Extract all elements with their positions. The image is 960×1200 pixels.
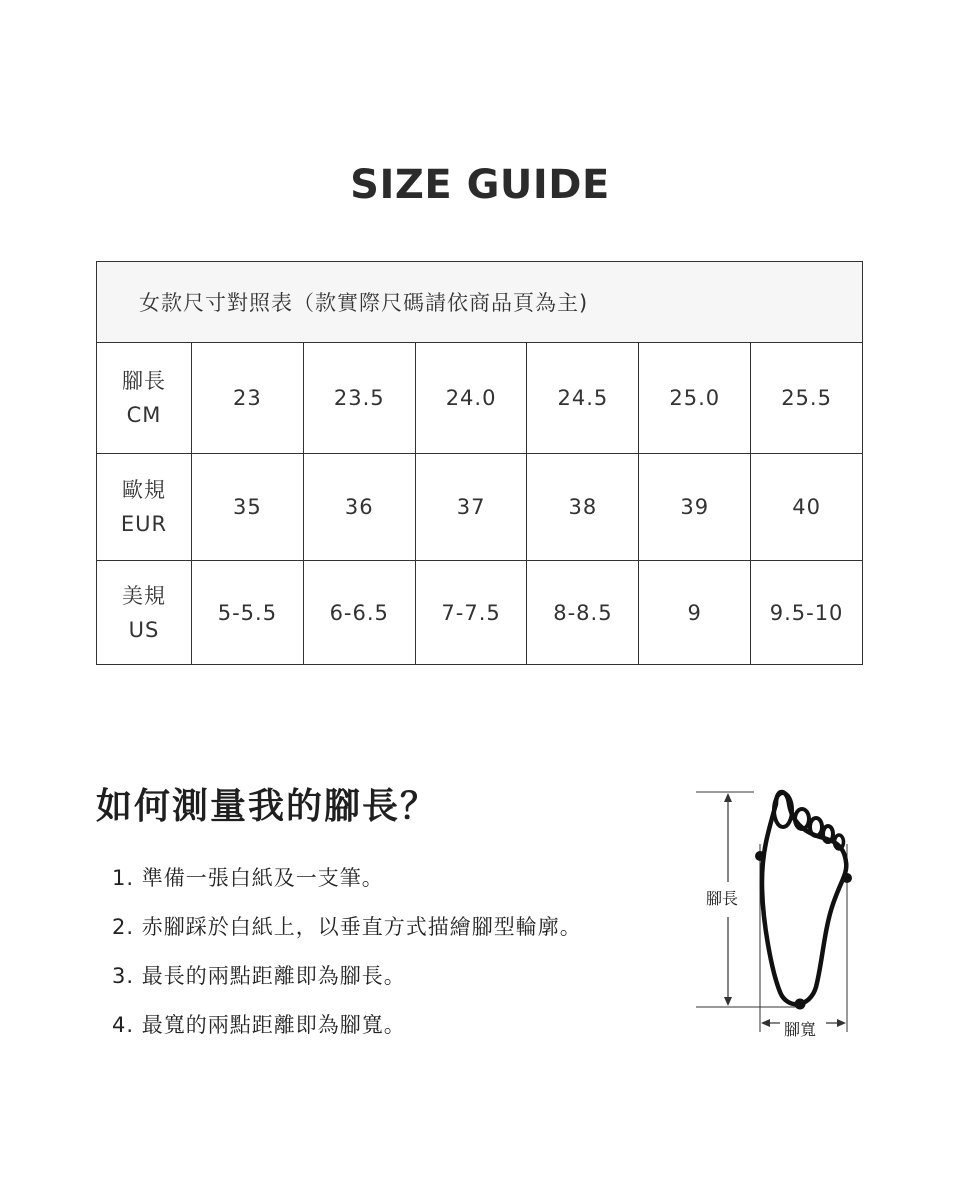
- foot-length-label: 腳長: [706, 886, 738, 909]
- table-cell: 5-5.5: [192, 561, 304, 665]
- foot-measure-diagram: [692, 782, 862, 1044]
- table-row: [97, 561, 863, 665]
- row-label-unit: CM: [126, 403, 162, 427]
- size-chart-table: [96, 261, 863, 665]
- table-cell: 36: [303, 454, 415, 561]
- table-cell: 39: [639, 454, 751, 561]
- table-cell: 38: [527, 454, 639, 561]
- table-row: [97, 454, 863, 561]
- row-label-us: [97, 561, 192, 665]
- table-cell: 25.0: [639, 343, 751, 454]
- row-label-unit: EUR: [120, 512, 168, 536]
- table-cell: 8-8.5: [527, 561, 639, 665]
- table-cell: 23: [192, 343, 304, 454]
- table-cell: 37: [415, 454, 527, 561]
- row-label-text: 美規: [122, 583, 166, 608]
- table-cell: 9.5-10: [751, 561, 863, 665]
- foot-outline-icon: [692, 782, 862, 1044]
- list-item: 2. 赤腳踩於白紙上，以垂直方式描繪腳型輪廓。: [112, 915, 582, 939]
- row-label-eur: [97, 454, 192, 561]
- measure-heading: 如何測量我的腳長？: [96, 786, 439, 827]
- table-cell: 25.5: [751, 343, 863, 454]
- table-cell: 24.0: [415, 343, 527, 454]
- table-cell: 7-7.5: [415, 561, 527, 665]
- table-cell: 9: [639, 561, 751, 665]
- row-label-unit: US: [128, 617, 160, 642]
- list-item: 4. 最寬的兩點距離即為腳寬。: [112, 1013, 406, 1037]
- measure-steps-list: [112, 858, 582, 1054]
- foot-width-label: 腳寬: [784, 1017, 816, 1040]
- table-cell: 6-6.5: [303, 561, 415, 665]
- table-cell: 40: [751, 454, 863, 561]
- list-item: 1. 準備一張白紙及一支筆。: [112, 866, 384, 890]
- list-item: 3. 最長的兩點距離即為腳長。: [112, 964, 406, 988]
- row-label-text: 歐規: [122, 478, 166, 502]
- table-cell: 24.5: [527, 343, 639, 454]
- table-cell: 35: [192, 454, 304, 561]
- table-caption: 女款尺寸對照表（款實際尺碼請依商品頁為主): [97, 262, 863, 343]
- row-label-text: 腳長: [122, 369, 166, 393]
- page-title: SIZE GUIDE: [350, 162, 610, 208]
- table-cell: 23.5: [303, 343, 415, 454]
- row-label-cm: [97, 343, 192, 454]
- table-caption-row: [97, 262, 863, 343]
- table-row: [97, 343, 863, 454]
